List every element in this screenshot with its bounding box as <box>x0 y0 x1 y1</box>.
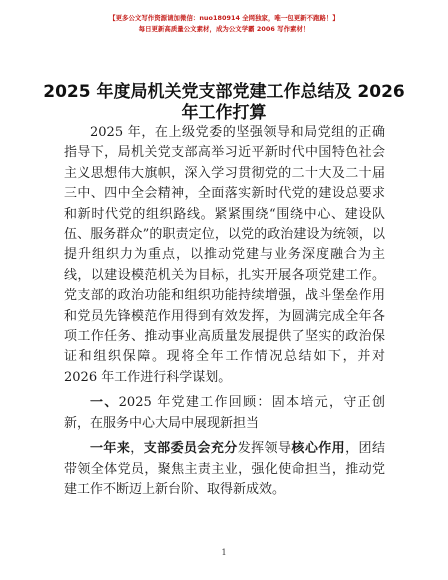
section-heading-1-text: 2025 年党建工作回顾：固本培元，守正创新，在服务中心大局中展现新担当 <box>64 395 385 431</box>
section-heading-1-number: 一、 <box>90 395 119 411</box>
emphasis-text: 核心作用 <box>291 441 346 457</box>
promo-banner-line-2: 每日更新高质量公文素材，成为公文学霸 2006 写作素材！ <box>138 25 310 33</box>
document-body <box>64 123 385 500</box>
promo-banner-line-1: 【更多公文写作资源请加微信：nuo180914 全网独家，唯一包更新不跑路！】 <box>109 14 339 22</box>
emphasis-text: 一年来 <box>90 441 131 457</box>
intro-paragraph: 2025 年，在上级党委的坚强领导和局党组的正确指导下，局机关党支部高举习近平新时代中国特色社会主义思想伟大旗帜，深入学习贯彻党的二十大及二十届三中、四中全会精神，全面落实新时代党的建设总要求和新时代党的组织路线。紧紧围绕“围绕中心、建设队伍、服务群众”的职责定位，以党的政治建设为统领，以提升组织力为重点，以推动党建与业务深度融合为主线，以建设模范机关为目标，扎实开展各项党建工作。党支部的政治功能和组织功能持续增强，战斗堡垒作用和党员先锋模范作用得到有效发挥，为圆满完成全年各项工作任务、推动事业高质量发展提供了坚实的政治保证和组织保障。现将全年工作情况总结如下，并对 2026 年工作进行科学谋划。 <box>64 125 385 385</box>
paragraph-text: 发挥领导 <box>237 441 292 457</box>
promo-banner <box>0 13 448 35</box>
page-number: 1 <box>221 548 227 557</box>
document-title: 2025 年度局机关党支部党建工作总结及 2026 年工作打算 <box>43 82 405 123</box>
section-1-paragraph <box>64 439 385 500</box>
paragraph-text: ，团结带领全体党员，聚焦主责主业，强化使命担当，推动党建工作不断迈上新台阶、取得新成效。 <box>64 441 385 497</box>
emphasis-text: 支部委员会充分 <box>143 441 238 457</box>
section-heading-1 <box>64 393 385 434</box>
paragraph-text: ， <box>130 441 144 457</box>
